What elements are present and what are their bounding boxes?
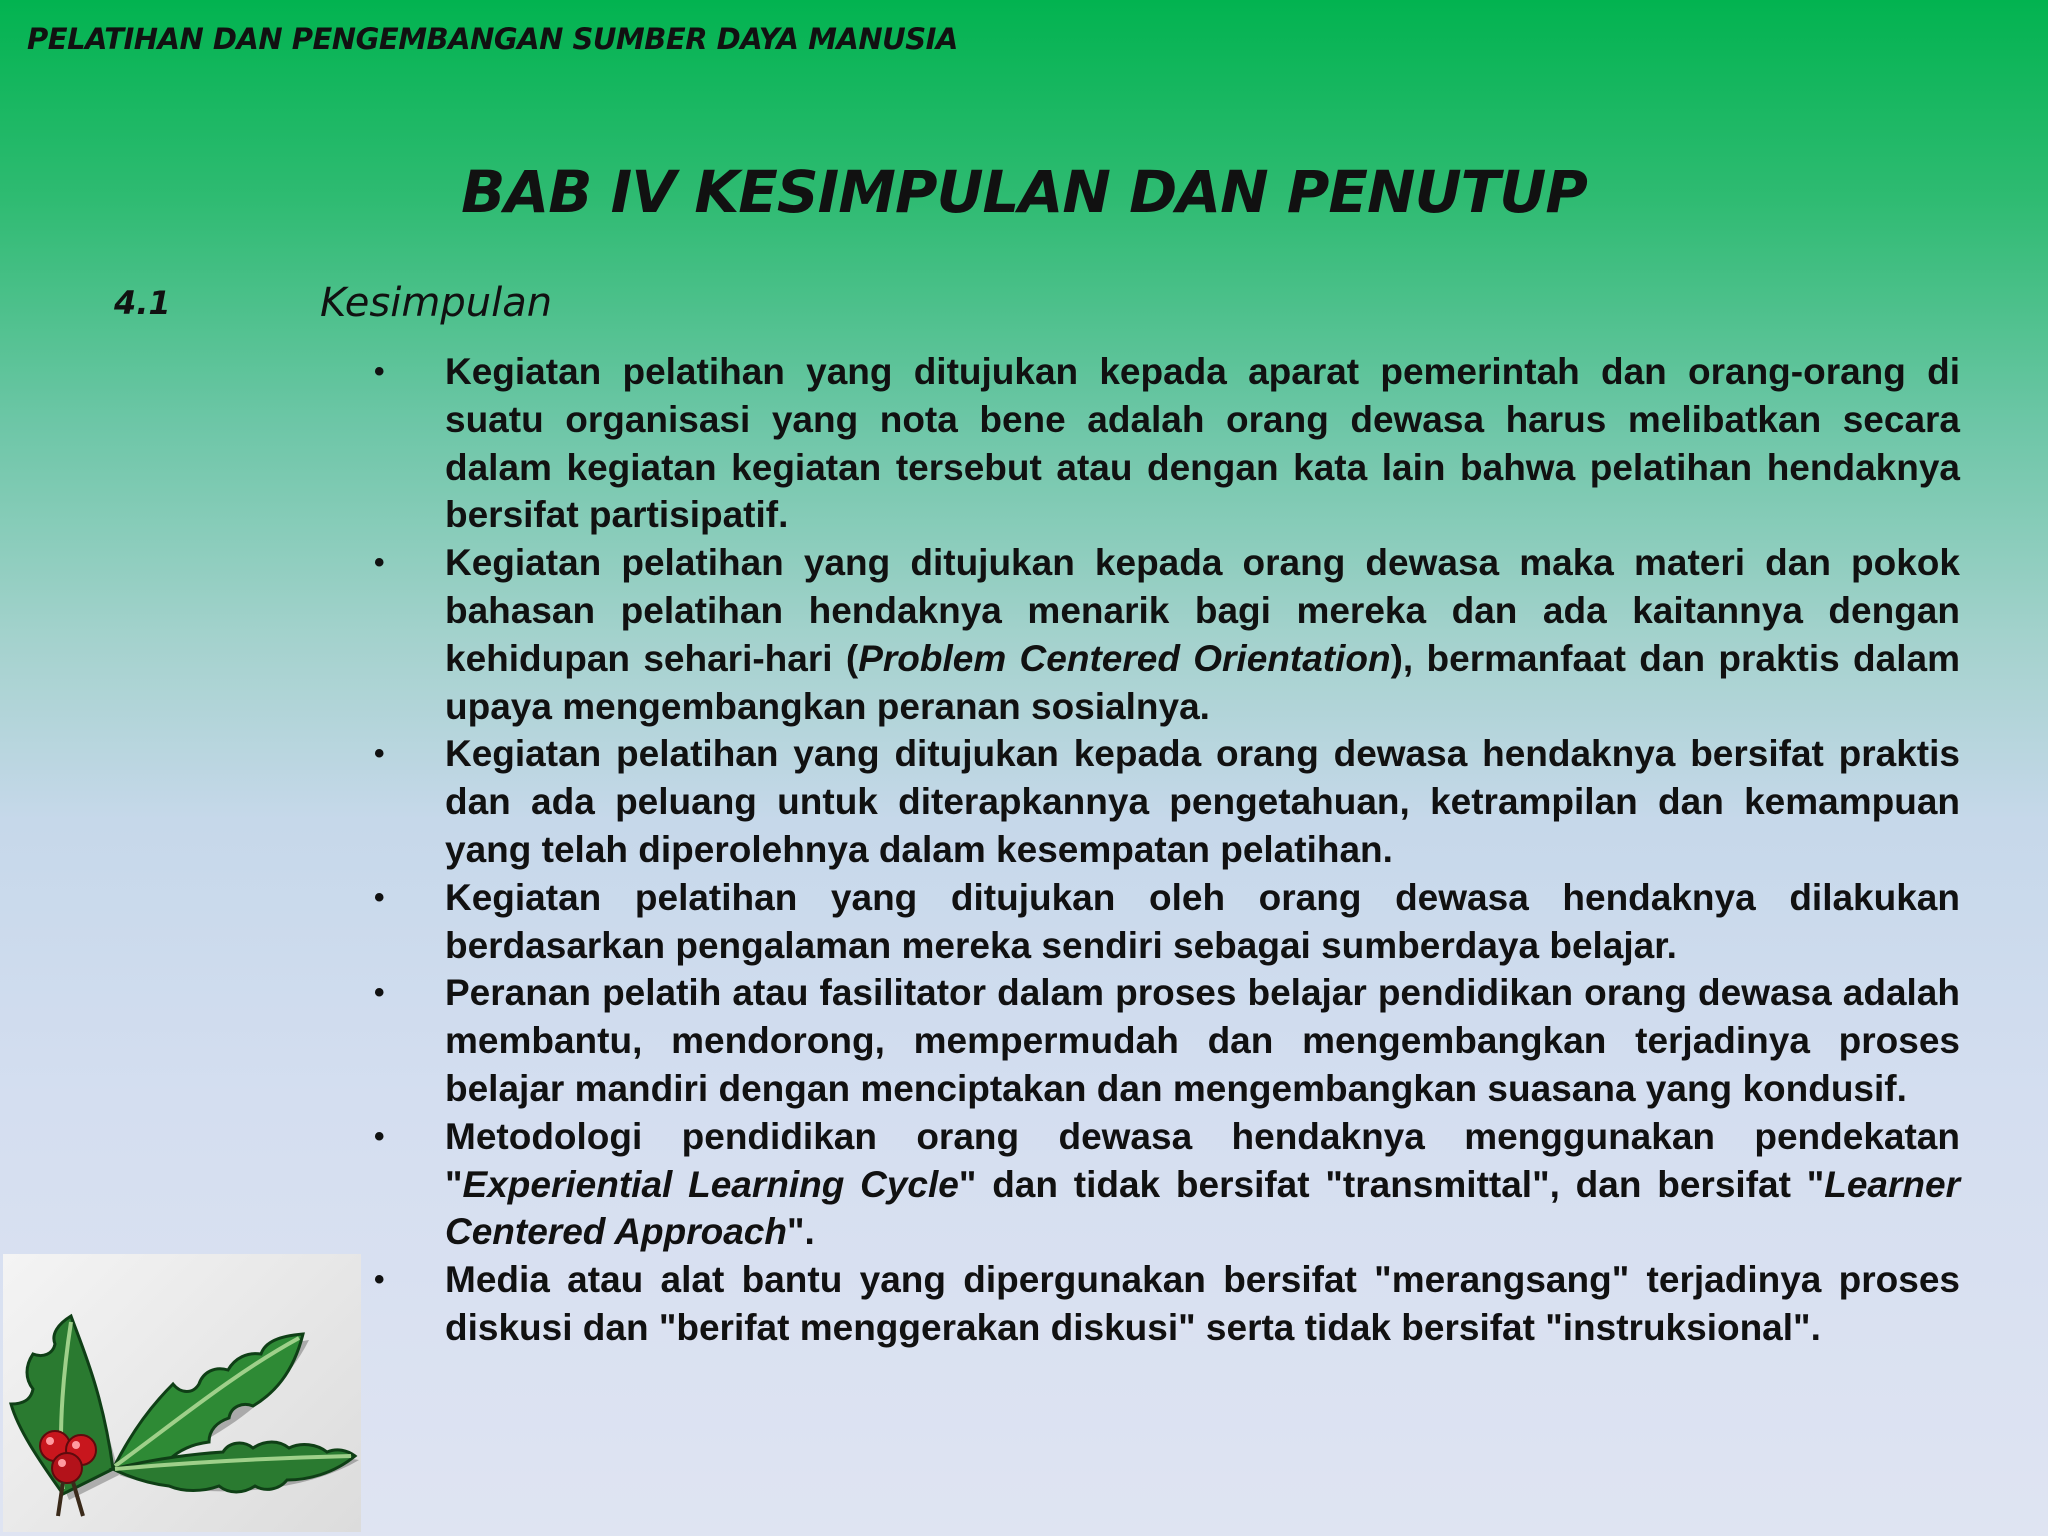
conclusion-list bbox=[370, 348, 1960, 1352]
list-item-text bbox=[445, 542, 1960, 726]
list-item bbox=[370, 1256, 1960, 1352]
text-segment: " dan tidak bersifat "transmittal", dan bersifat " bbox=[958, 1163, 1825, 1205]
list-item-text bbox=[445, 733, 1960, 870]
list-item-text bbox=[445, 1259, 1960, 1348]
text-segment: Media atau alat bantu yang dipergunakan bersifat "merangsang" terjadinya proses diskusi dan "berifat menggerakan diskusi" serta tidak bersifat "instruksional". bbox=[445, 1259, 1960, 1348]
section-title: Kesimpulan bbox=[320, 280, 553, 326]
text-segment: Kegiatan pelatihan yang ditujukan oleh orang dewasa hendaknya dilakukan berdasarkan pengalaman mereka sendiri sebagai sumberdaya belajar. bbox=[445, 876, 1960, 966]
list-item-text bbox=[445, 877, 1960, 966]
list-item bbox=[370, 969, 1960, 1112]
list-item-text bbox=[445, 1116, 1960, 1253]
section-number: 4.1 bbox=[114, 284, 171, 322]
bullet-icon: • bbox=[374, 880, 385, 914]
italic-text: Learner Centered Approach bbox=[445, 1163, 1960, 1253]
bullet-icon: • bbox=[374, 546, 385, 580]
text-segment: Peranan pelatih atau fasilitator dalam proses belajar pendidikan orang dewasa adalah membantu, mendorong, mempermudah dan mengembangkan terjadinya proses belajar mandiri dengan menciptakan dan mengembangkan suasana yang kondusif. bbox=[445, 972, 1960, 1109]
bullet-icon: • bbox=[374, 1263, 385, 1297]
list-item-text bbox=[445, 351, 1960, 535]
list-item-text bbox=[445, 972, 1960, 1109]
holly-image bbox=[3, 1254, 361, 1532]
list-item bbox=[370, 874, 1960, 970]
italic-text: Experiential Learning Cycle bbox=[462, 1163, 959, 1205]
slide-title: BAB IV KESIMPULAN DAN PENUTUP bbox=[461, 158, 1587, 226]
text-segment: Metodologi pendidikan orang dewasa hendaknya menggunakan pendekatan " bbox=[445, 1115, 1960, 1205]
italic-text: Problem Centered Orientation bbox=[858, 637, 1391, 679]
text-segment: Kegiatan pelatihan yang ditujukan kepada aparat pemerintah dan orang-orang di suatu organisasi yang nota bene adalah orang dewasa harus melibatkan secara dalam kegiatan kegiatan tersebut atau dengan kata lain bahwa pelatihan hendaknya bersifat partisipatif. bbox=[445, 351, 1960, 536]
holly-icon bbox=[3, 1254, 361, 1532]
slide-header: PELATIHAN DAN PENGEMBANGAN SUMBER DAYA MANUSIA bbox=[27, 22, 958, 56]
bullet-icon: • bbox=[374, 737, 385, 771]
list-item bbox=[370, 348, 1960, 539]
bullet-icon: • bbox=[374, 1119, 385, 1153]
text-segment: ". bbox=[786, 1211, 815, 1253]
list-item bbox=[370, 730, 1960, 873]
bullet-icon: • bbox=[374, 355, 385, 388]
bullet-icon: • bbox=[374, 976, 385, 1010]
list-item bbox=[370, 1113, 1960, 1256]
text-segment: ), bermanfaat dan praktis dalam upaya mengembangkan peranan sosialnya. bbox=[445, 637, 1960, 727]
text-segment: Kegiatan pelatihan yang ditujukan kepada orang dewasa hendaknya bersifat praktis dan ada peluang untuk diterapkannya pengetahuan, ketrampilan dan kemampuan yang telah diperolehnya dalam kesempatan pelatihan. bbox=[445, 733, 1960, 870]
text-segment: Kegiatan pelatihan yang ditujukan kepada orang dewasa maka materi dan pokok bahasan pelatihan hendaknya menarik bagi mereka dan ada kaitannya dengan kehidupan sehari-hari ( bbox=[445, 542, 1960, 679]
list-item bbox=[370, 539, 1960, 730]
